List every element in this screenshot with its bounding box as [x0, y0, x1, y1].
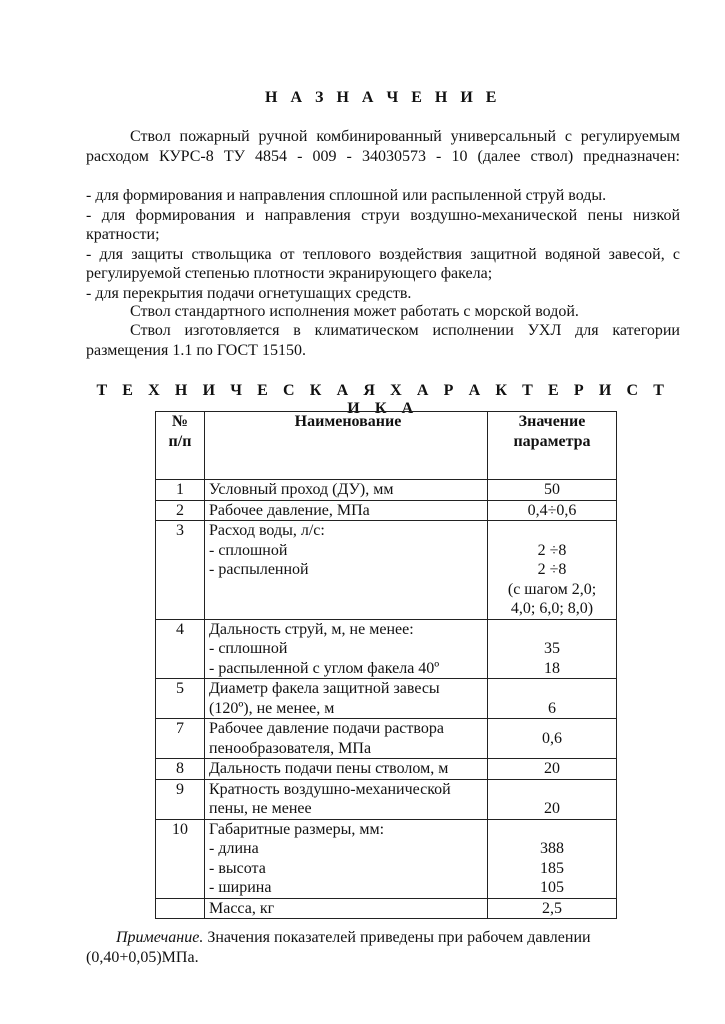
row-value-line — [488, 679, 616, 699]
table-row — [156, 819, 617, 898]
row-name-line: Дальность струй, м, не менее: — [209, 620, 414, 638]
row-value-line — [488, 521, 616, 541]
row-number: 5 — [156, 679, 205, 719]
row-value-line: 20 — [544, 800, 560, 817]
row-name — [205, 719, 488, 759]
sea-water-paragraph: Ствол стандартного исполнения может работать с морской водой. — [130, 303, 579, 320]
table-row — [156, 759, 617, 780]
row-value-line: 105 — [540, 879, 564, 896]
intro-paragraph: Ствол пожарный ручной комбинированный универсальный с регулируемым расходом КУРС-8 ТУ 4854 - 009 - 34030573 - 10 (далее ствол) предназначен: — [86, 128, 680, 165]
row-name-line: пены, не менее — [209, 800, 312, 817]
row-name — [205, 779, 488, 819]
row-number: 7 — [156, 719, 205, 759]
row-name-line: Диаметр факела защитной завесы — [209, 680, 440, 697]
purpose-list — [86, 186, 680, 303]
row-name-line: - сплошной — [209, 640, 288, 657]
table-row — [156, 898, 617, 919]
row-name-line: Масса, кг — [209, 899, 275, 917]
row-value-line: 6 — [548, 699, 556, 717]
specs-table — [155, 411, 617, 919]
row-name-line: Габаритные размеры, мм: — [209, 820, 385, 838]
row-number: 9 — [156, 779, 205, 819]
row-name — [205, 759, 488, 780]
header-number: № п/п — [156, 412, 205, 480]
row-value-line: 2 ÷8 — [537, 561, 567, 578]
row-value-line: 4,0; 6,0; 8,0) — [510, 600, 594, 617]
row-value-line: 185 — [540, 859, 564, 877]
note-label: Примечание. — [116, 929, 204, 946]
row-name — [205, 619, 488, 679]
specs-table-body — [156, 480, 617, 919]
climate-paragraph: Ствол изготовляется в климатическом исполнении УХЛ для категории размещения 1.1 по ГОСТ 15150. — [86, 322, 680, 359]
row-value — [488, 679, 617, 719]
row-name — [205, 480, 488, 501]
specs-heading: Т Е Х Н И Ч Е С К А Я Х А Р А К Т Е Р И С Т И К А — [96, 382, 670, 417]
row-value-line: 2,5 — [542, 899, 562, 917]
row-value — [488, 521, 617, 620]
row-value-line — [488, 780, 616, 800]
row-value — [488, 619, 617, 679]
row-name-line: Условный проход (ДУ), мм — [209, 481, 394, 498]
header-name: Наименование — [205, 412, 488, 480]
table-header-row — [156, 412, 617, 480]
row-name-line: - длина — [209, 840, 259, 857]
row-number: 1 — [156, 480, 205, 501]
row-name — [205, 679, 488, 719]
row-name — [205, 521, 488, 620]
note-text: Значения показателей приведены при рабочем давлении (0,40+0,05)МПа. — [86, 929, 591, 966]
row-name-line: Рабочее давление, МПа — [209, 501, 370, 519]
row-value-line: 50 — [544, 481, 560, 498]
row-name-line: Расход воды, л/с: — [209, 522, 325, 539]
row-value — [488, 480, 617, 501]
row-value — [488, 719, 617, 759]
row-value-line: (с шагом 2,0; — [507, 580, 597, 598]
table-row — [156, 779, 617, 819]
row-number: 10 — [156, 819, 205, 898]
row-name — [205, 898, 488, 919]
row-value — [488, 819, 617, 898]
table-row — [156, 619, 617, 679]
row-value-line: 20 — [544, 760, 560, 777]
row-number — [156, 898, 205, 919]
row-name-line — [209, 580, 487, 600]
row-number: 2 — [156, 500, 205, 521]
table-row — [156, 500, 617, 521]
row-number: 8 — [156, 759, 205, 780]
row-name — [205, 819, 488, 898]
table-row — [156, 521, 617, 620]
row-name-line: Дальность подачи пены стволом, м — [209, 760, 449, 777]
table-row — [156, 719, 617, 759]
row-value-line: 0,4÷0,6 — [527, 501, 577, 519]
header-value: Значение параметра — [488, 412, 617, 480]
row-value-line: 388 — [540, 840, 564, 857]
row-value — [488, 898, 617, 919]
row-value-line — [488, 620, 616, 640]
row-name-line: - высота — [209, 859, 266, 877]
row-name-line: Кратность воздушно-механической — [209, 780, 451, 798]
row-value-line: 0,6 — [542, 729, 562, 747]
row-name-line: пенообразователя, МПа — [209, 739, 372, 757]
note-paragraph — [86, 928, 680, 968]
list-item: - для формирования и направления сплошной или распыленной струй воды. — [86, 187, 607, 204]
table-row — [156, 679, 617, 719]
row-name-line — [209, 599, 487, 619]
row-name-line: - распыленной — [209, 561, 309, 578]
list-item: - для перекрытия подачи огнетушащих средств. — [86, 284, 412, 302]
row-name-line: - ширина — [209, 879, 272, 896]
row-number: 3 — [156, 521, 205, 620]
row-value — [488, 500, 617, 521]
row-value — [488, 759, 617, 780]
row-name-line: Рабочее давление подачи раствора — [209, 720, 444, 737]
list-item: - для защиты ствольщика от теплового воздействия защитной водяной завесой, с регулируемой степенью плотности экранирующего факела; — [86, 245, 680, 282]
row-name-line: - сплошной — [209, 541, 288, 559]
row-name — [205, 500, 488, 521]
row-name-line: (120º), не менее, м — [209, 699, 335, 717]
row-number: 4 — [156, 619, 205, 679]
row-value — [488, 779, 617, 819]
table-row — [156, 480, 617, 501]
row-value-line: 35 — [544, 640, 560, 657]
row-value-line: 18 — [544, 659, 560, 677]
list-item: - для формирования и направления струи воздушно-механической пены низкой кратности; — [86, 206, 680, 243]
purpose-heading: Н А З Н А Ч Е Н И Е — [265, 89, 501, 106]
row-value-line: 2 ÷8 — [537, 541, 567, 559]
row-name-line: - распыленной с углом факела 40º — [209, 659, 440, 677]
row-value-line — [488, 820, 616, 840]
